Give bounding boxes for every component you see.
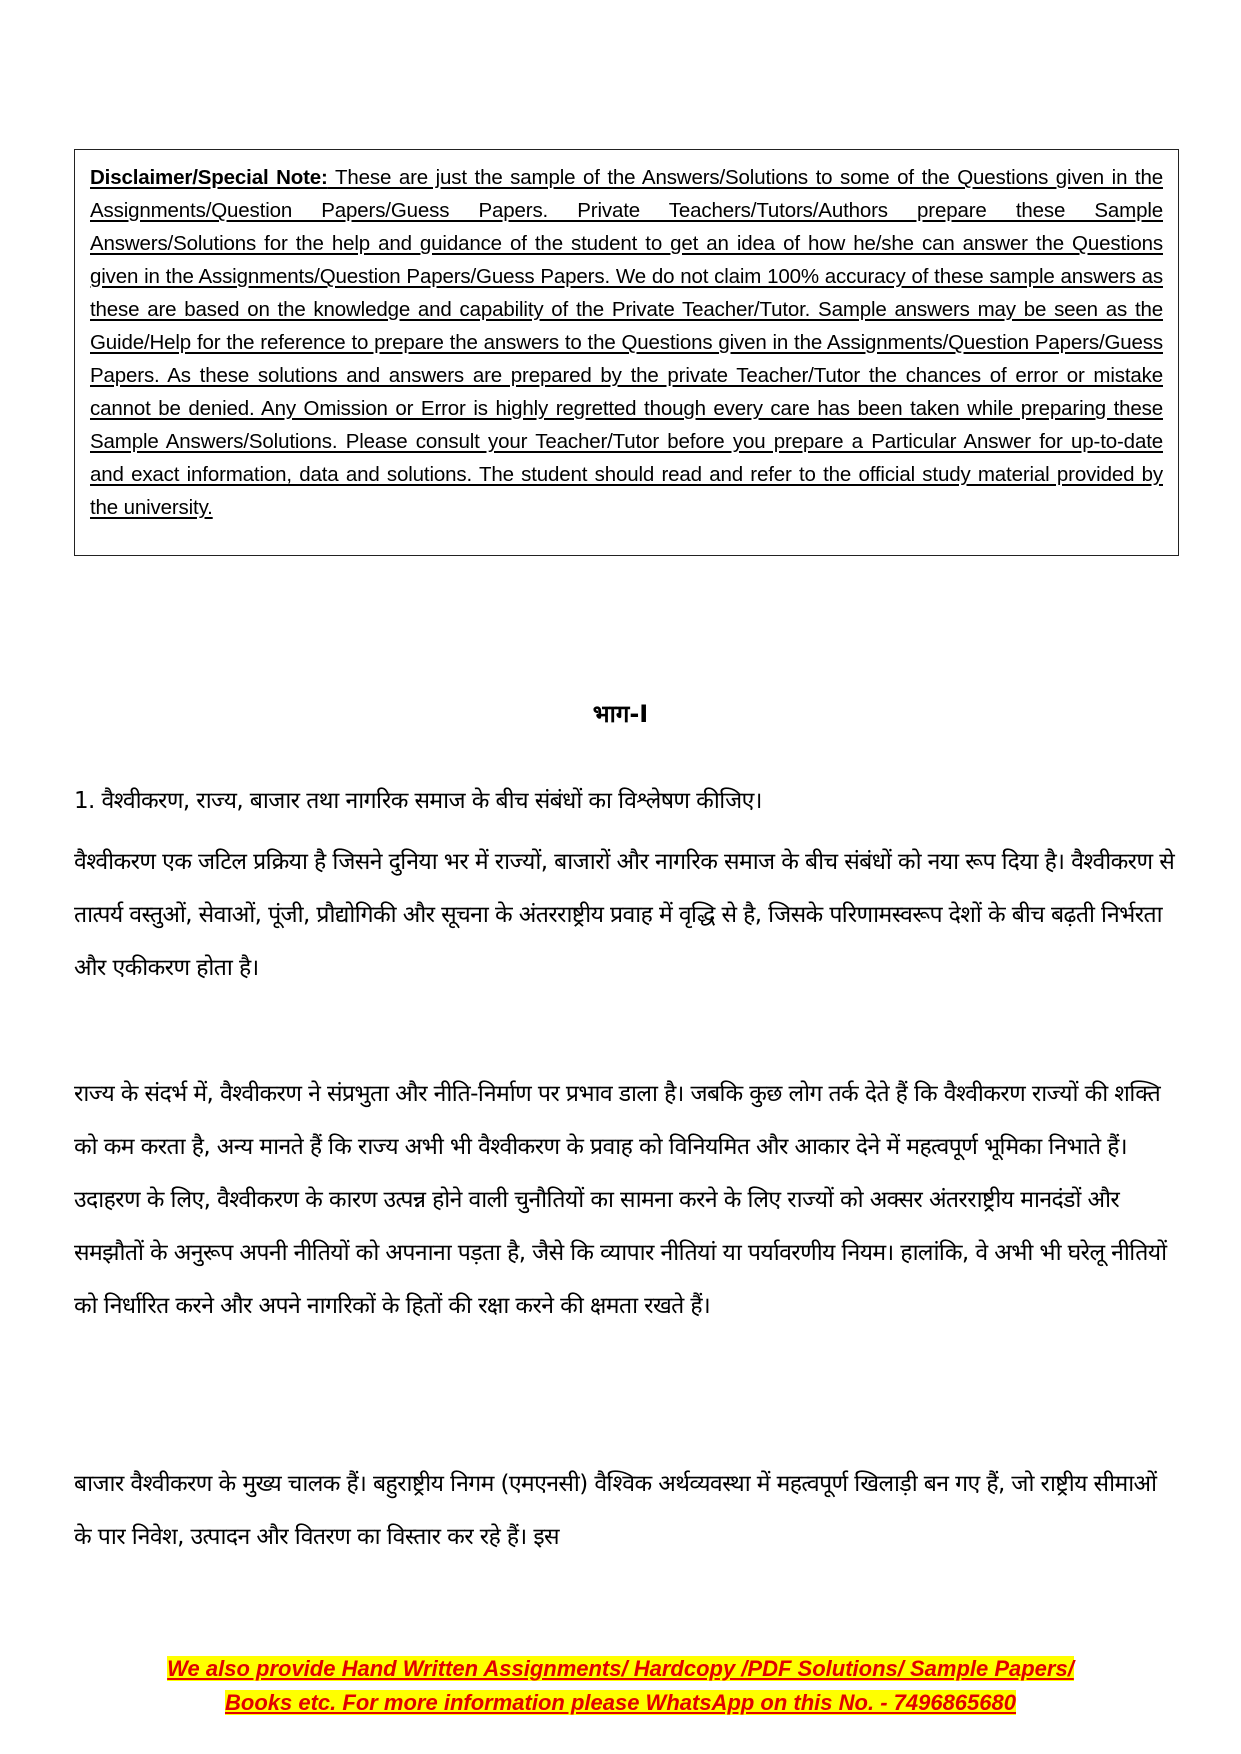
footer-line-2: Books etc. For more information please WhatsApp on this No. - 7496865680 [225, 1690, 1016, 1715]
footer-promo [0, 1652, 1241, 1720]
question-text: 1. वैश्वीकरण, राज्य, बाजार तथा नागरिक समाज के बीच संबंधों का विश्लेषण कीजिए। [74, 788, 762, 814]
disclaimer-lead: Disclaimer/Special Note: [90, 166, 328, 189]
disclaimer-box [74, 149, 1179, 556]
answer-paragraph-1: वैश्वीकरण एक जटिल प्रक्रिया है जिसने दुनिया भर में राज्यों, बाजारों और नागरिक समाज के बीच संबंधों को नया रूप दिया है। वैश्वीकरण से तात्पर्य वस्तुओं, सेवाओं, पूंजी, प्रौद्योगिकी और सूचना के अंतरराष्ट्रीय प्रवाह में वृद्धि से है, जिसके परिणामस्वरूप देशों के बीच बढ़ती निर्भरता और एकीकरण होता है। [74, 849, 1175, 981]
answer-paragraph-2: राज्य के संदर्भ में, वैश्वीकरण ने संप्रभुता और नीति-निर्माण पर प्रभाव डाला है। जबकि कुछ लोग तर्क देते हैं कि वैश्वीकरण राज्यों की शक्ति को कम करता है, अन्य मानते हैं कि राज्य अभी भी वैश्वीकरण के प्रवाह को विनियमित और आकार देने में महत्वपूर्ण भूमिका निभाते हैं। उदाहरण के लिए, वैश्वीकरण के कारण उत्पन्न होने वाली चुनौतियों का सामना करने के लिए राज्यों को अक्सर अंतरराष्ट्रीय मानदंडों और समझौतों के अनुरूप अपनी नीतियों को अपनाना पड़ता है, जैसे कि व्यापार नीतियां या पर्यावरणीय नियम। हालांकि, वे अभी भी घरेलू नीतियों को निर्धारित करने और अपने नागरिकों के हितों की रक्षा करने की क्षमता रखते हैं। [74, 1081, 1167, 1319]
disclaimer-body: These are just the sample of the Answers/Solutions to some of the Questions given in the Assignments/Question Papers/Guess Papers. Private Teachers/Tutors/Authors prepare these Sample Answers/Solutions for the help and guidance of the student to get an idea of how he/she can answer the Questions given in the Assignments/Question Papers/Guess Papers. We do not claim 100% accuracy of these sample answers as these are based on the knowledge and capability of the Private Teacher/Tutor. Sample answers may be seen as the Guide/Help for the reference to prepare the answers to the Questions given in the Assignments/Question Papers/Guess Papers. As these solutions and answers are prepared by the private Teacher/Tutor the chances of error or mistake cannot be denied. Any Omission or Error is highly regretted though every care has been taken while preparing these Sample Answers/Solutions. Please consult your Teacher/Tutor before you prepare a Particular Answer for up-to-date and exact information, data and solutions. The student should read and refer to the official study material provided by the university. [90, 166, 1163, 519]
answer-paragraph-3: बाजार वैश्वीकरण के मुख्य चालक हैं। बहुराष्ट्रीय निगम (एमएनसी) वैश्विक अर्थव्यवस्था में महत्वपूर्ण खिलाड़ी बन गए हैं, जो राष्ट्रीय सीमाओं के पार निवेश, उत्पादन और वितरण का विस्तार कर रहे हैं। इस [74, 1471, 1157, 1550]
section-heading: भाग-I [592, 700, 649, 728]
footer-line-1: We also provide Hand Written Assignments/ Hardcopy /PDF Solutions/ Sample Papers/ [167, 1656, 1074, 1681]
disclaimer-text [90, 161, 1163, 524]
